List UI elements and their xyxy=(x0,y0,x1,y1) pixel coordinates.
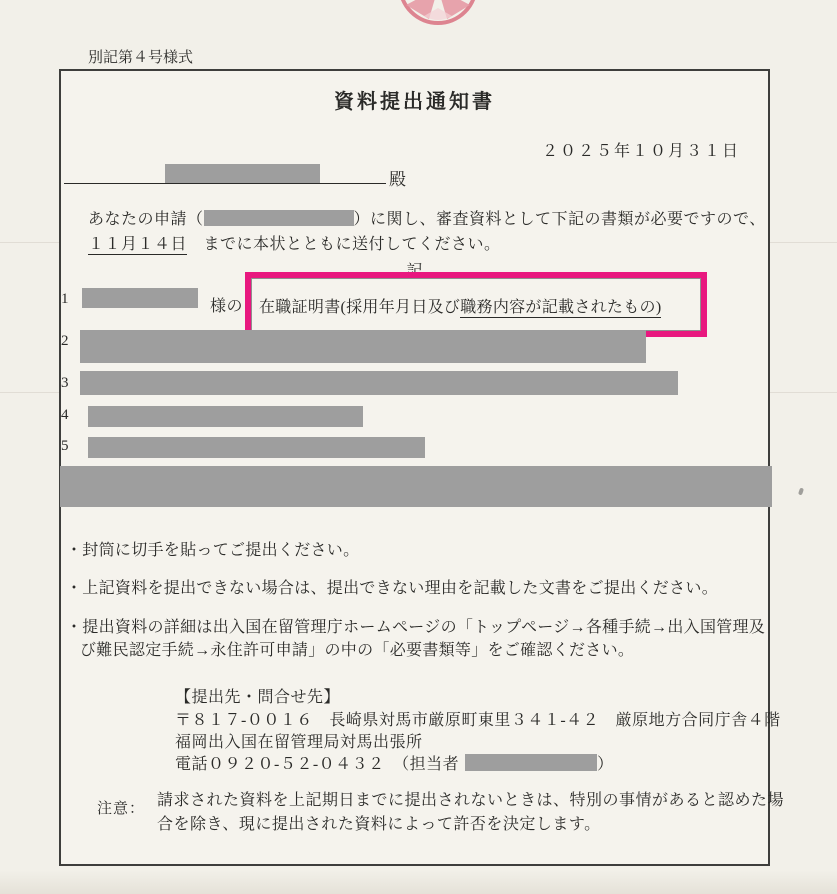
contact-phone xyxy=(175,751,614,774)
caution-text xyxy=(157,789,784,837)
caution-label: 注意： xyxy=(97,801,146,817)
recipient-underline xyxy=(64,183,386,184)
contact-phone-text: 電話０９２０-５２-０４３２ （担当者 xyxy=(175,756,460,773)
item-number: 5 xyxy=(61,438,69,454)
item-number: 4 xyxy=(61,407,69,423)
caution-line2: 合を除き、現に提出された資料によって許否を決定します。 xyxy=(157,816,601,833)
note-details xyxy=(66,616,765,662)
document-title: 資料提出通知書 xyxy=(334,91,495,113)
redaction-block xyxy=(80,371,678,395)
intro-line-2 xyxy=(88,231,501,254)
redaction-block xyxy=(204,210,354,226)
item1-doc-underlined: 職務内容が記載されたもの) xyxy=(460,299,662,316)
note-details-line1: ・提出資料の詳細は出入国在留管理庁ホームページの「トップページ→各種手続→出入国管理及 xyxy=(66,619,766,636)
contact-office: 福岡出入国在留管理局対馬出張所 xyxy=(175,734,423,751)
item1-name-suffix: 様の xyxy=(210,298,244,315)
redaction-block xyxy=(88,437,425,458)
issue-date: ２０２５年１０月３１日 xyxy=(541,143,740,160)
intro-text-post: ）に関し、審査資料として下記の書類が必要ですので、 xyxy=(353,211,766,228)
note-details-line2: び難民認定手続→永住許可申請」の中の「必要書類等」をご確認ください。 xyxy=(80,642,635,659)
caution-line1: 請求された資料を上記期日までに提出されないときは、特別の事情があると認めた場 xyxy=(157,792,785,809)
redaction-block xyxy=(80,330,646,363)
contact-phone-close: ） xyxy=(597,756,614,773)
note-cannot-submit: ・上記資料を提出できない場合は、提出できない理由を記載した文書をご提出ください。 xyxy=(66,580,719,597)
item1-document-text xyxy=(259,294,661,317)
deadline-date: １１月１４日 xyxy=(88,236,188,253)
form-number-label: 別記第４号様式 xyxy=(88,50,194,66)
redaction-block xyxy=(165,164,320,183)
item-number: 3 xyxy=(61,375,69,391)
redaction-block xyxy=(465,754,597,771)
list-heading: 記 xyxy=(406,263,423,280)
item-number: 2 xyxy=(61,333,69,349)
redaction-block-large xyxy=(60,466,772,507)
contact-heading: 【提出先・問合せ先】 xyxy=(175,689,341,706)
intro-line-1 xyxy=(88,206,766,229)
note-postage: ・封筒に切手を貼ってご提出ください。 xyxy=(66,542,360,559)
stamp-icon xyxy=(394,0,482,26)
contact-address: 〒８１７-００１６ 長崎県対馬市厳原町東里３４１-４２ 厳原地方合同庁舎４階 xyxy=(175,712,781,729)
paper-edge-shadow xyxy=(0,870,837,894)
intro-line2-text: までに本状とともに送付してください。 xyxy=(187,236,501,253)
recipient-honorific: 殿 xyxy=(389,170,406,189)
paper-speck xyxy=(798,488,804,496)
intro-text-pre: あなたの申請（ xyxy=(88,211,204,228)
redaction-block xyxy=(88,406,363,427)
redaction-block xyxy=(82,288,198,308)
item1-doc-plain: 在職証明書(採用年月日及び xyxy=(259,299,461,316)
item-number: 1 xyxy=(61,291,69,307)
